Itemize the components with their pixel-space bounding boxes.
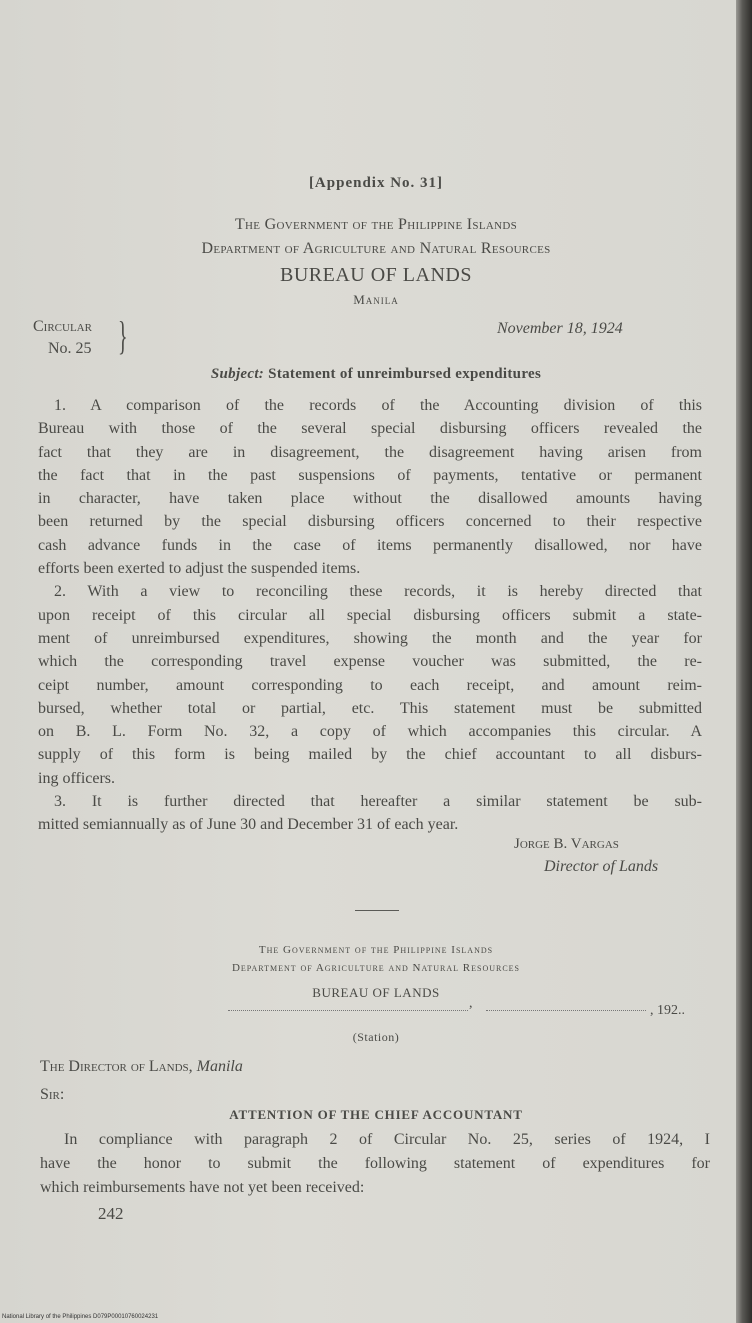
circular-date: November 18, 1924 [497, 320, 623, 337]
body-line: upon receipt of this circular all special disbursing officers submit a state- [38, 606, 702, 624]
body-line: efforts been exerted to adjust the suspended items. [38, 560, 361, 578]
body-line: bursed, whether total or partial, etc. This statement must be submitted [38, 699, 702, 717]
body-line: the fact that in the past suspensions of payments, tentative or permanent [38, 466, 702, 484]
government-heading: The Government of the Philippine Islands [234, 216, 518, 233]
addressee-name: The Director of Lands, [40, 1058, 193, 1075]
body-line: fact that they are in disagreement, the disagreement having arisen from [38, 443, 702, 461]
scan-footer: National Library of the Philippines D079P00010760024231 [2, 1314, 159, 1320]
body-line: mitted semiannually as of June 30 and December 31 of each year. [38, 816, 459, 834]
city-heading: Manila [353, 292, 399, 307]
body-line: which the corresponding travel expense voucher was submitted, the re- [38, 653, 702, 671]
page-number: 242 [98, 1204, 124, 1223]
form-year: , 192.. [650, 1003, 685, 1018]
section-divider [355, 910, 399, 911]
subject-text: Statement of unreimbursed expenditures [268, 366, 542, 382]
form-compliance-text [40, 1128, 710, 1200]
department-heading: Department of Agriculture and Natural Resources [201, 240, 551, 257]
addressee-city: Manila [196, 1058, 243, 1075]
date-blank [486, 1000, 646, 1011]
subject-label: Subject: [210, 366, 265, 382]
body-line: supply of this form is being mailed by the chief accountant to all disburs- [38, 746, 702, 764]
body-line: ceipt number, amount corresponding to each receipt, and amount reim- [38, 676, 702, 694]
body-line: cash advance funds in the case of items permanently disallowed, nor have [38, 536, 702, 554]
bureau-heading: BUREAU OF LANDS [280, 264, 472, 286]
body-line: 3. It is further directed that hereafter a similar statement be sub- [54, 793, 702, 811]
body-line: 1. A comparison of the records of the Accounting division of this [54, 397, 702, 414]
signature-title: Director of Lands [544, 858, 659, 875]
body-line: been returned by the special disbursing officers concerned to their respective [38, 513, 702, 531]
appendix-label: [Appendix No. 31] [308, 175, 444, 191]
subject-line [0, 366, 752, 383]
circular-body [38, 394, 702, 837]
body-line: ment of unreimbursed expenditures, showing the month and the year for [38, 629, 702, 647]
form-bureau-heading: BUREAU OF LANDS [312, 985, 440, 1000]
compliance-line: In compliance with paragraph 2 of Circular No. 25, series of 1924, I [64, 1131, 710, 1148]
station-caption: (Station) [352, 1030, 400, 1044]
compliance-line: have the honor to submit the following statement of expenditures for [40, 1155, 710, 1172]
circular-label: Circular [33, 318, 92, 335]
body-line: ing officers. [38, 769, 116, 787]
form-salutation: Sir: [40, 1086, 65, 1103]
circular-number: No. 25 [48, 340, 92, 357]
form-government-heading: The Government of the Philippine Islands [258, 944, 494, 956]
body-line: 2. With a view to reconciling these records, it is hereby directed that [54, 583, 702, 601]
station-comma: , [469, 996, 473, 1011]
body-line: on B. L. Form No. 32, a copy of which accompanies this circular. A [38, 723, 702, 741]
circular-brace: } [118, 313, 128, 358]
form-addressee [40, 1058, 243, 1076]
signature-name: Jorge B. Vargas [514, 836, 619, 852]
body-line: Bureau with those of the several special disbursing officers revealed the [38, 420, 702, 438]
form-attention: ATTENTION OF THE CHIEF ACCOUNTANT [229, 1107, 523, 1122]
compliance-line: which reimbursements have not yet been received: [40, 1179, 365, 1196]
form-department-heading: Department of Agriculture and Natural Resources [231, 962, 521, 974]
station-blank [228, 1000, 468, 1011]
body-line: in character, have taken place without the disallowed amounts having [38, 490, 702, 508]
page-edge-shadow [736, 0, 752, 1323]
